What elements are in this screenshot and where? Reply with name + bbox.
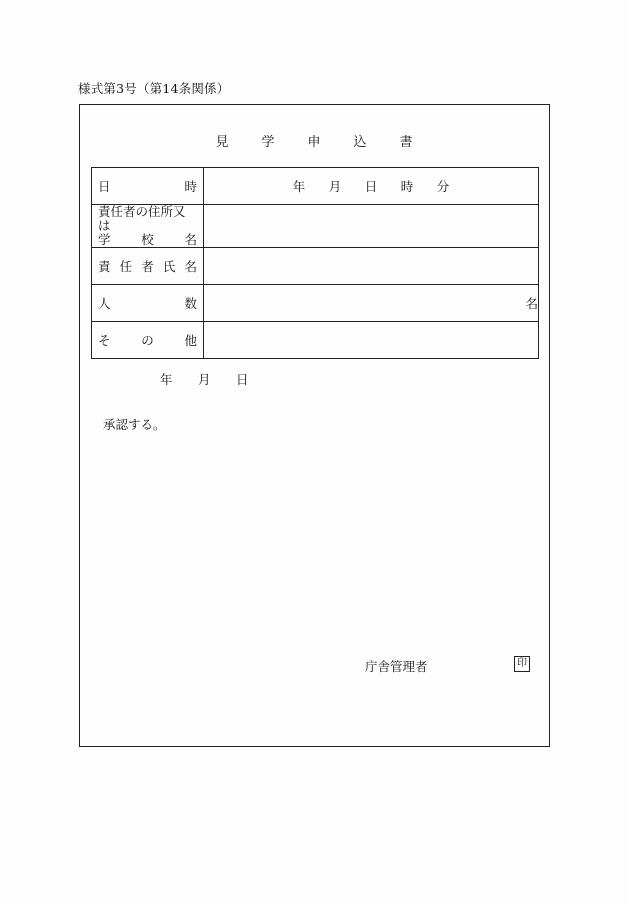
approval-text: 承認する。	[103, 417, 166, 432]
application-form	[79, 104, 550, 747]
approval-date: 年 月 日	[160, 372, 249, 387]
responsible-name-field[interactable]	[204, 248, 539, 285]
row-address	[92, 205, 539, 248]
row-other	[92, 322, 539, 359]
form-number-label: 様式第3号（第14条関係）	[78, 81, 230, 96]
count-field[interactable]	[204, 285, 539, 322]
manager-label: 庁舎管理者	[365, 659, 428, 674]
other-label: そ の 他	[92, 322, 204, 359]
responsible-name-label: 責 任 者 氏 名	[92, 248, 204, 285]
other-field[interactable]	[204, 322, 539, 359]
address-field[interactable]	[204, 205, 539, 248]
row-responsible	[92, 248, 539, 285]
datetime-field[interactable]: 年 月 日 時 分	[204, 168, 539, 205]
seal-mark: 印	[514, 656, 530, 672]
count-unit: 名	[525, 296, 538, 311]
count-label: 人 数	[92, 285, 204, 322]
datetime-label: 日 時	[92, 168, 204, 205]
document-title: 見 学 申 込 書	[215, 135, 414, 150]
row-datetime	[92, 168, 539, 205]
application-table	[91, 167, 539, 359]
address-label: 責任者の住所又は 学 校 名	[92, 205, 204, 248]
row-count	[92, 285, 539, 322]
